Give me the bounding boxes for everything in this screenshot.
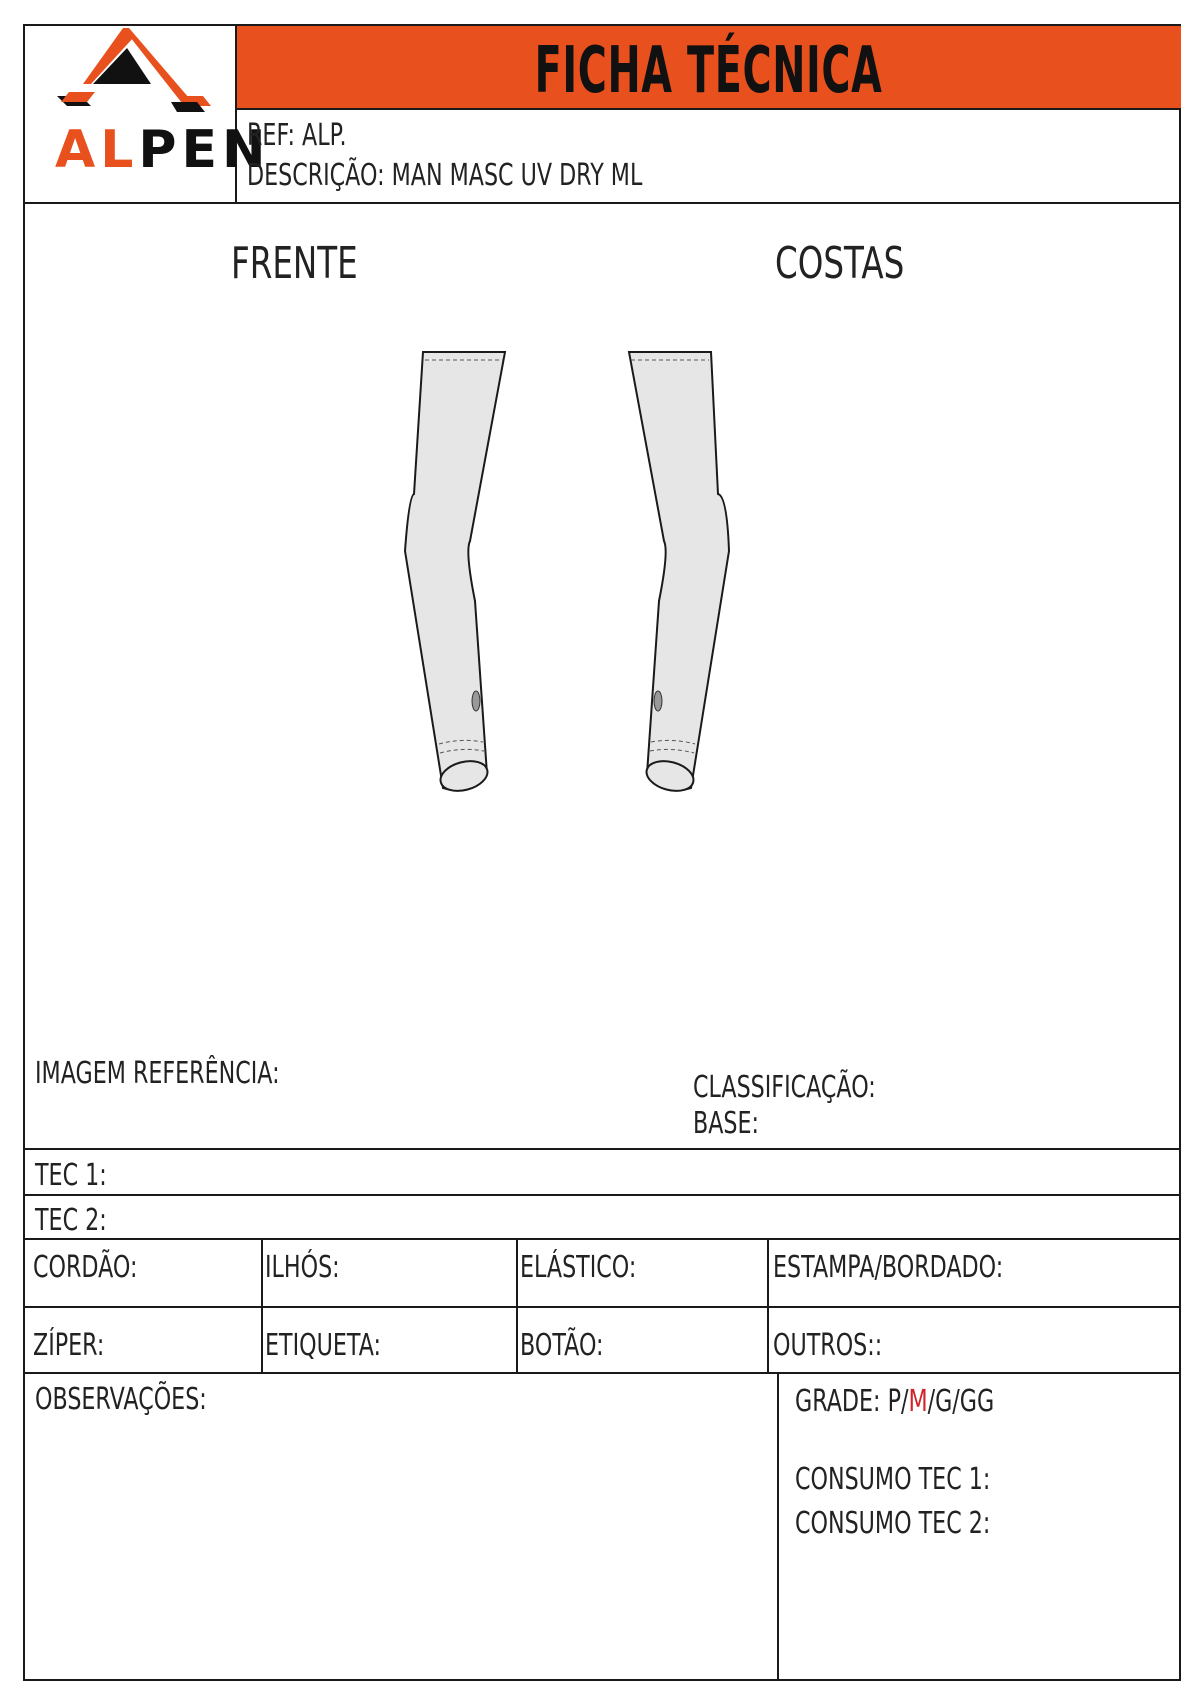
grade-selected-size: M [908, 1384, 928, 1419]
grade-suffix: /G/GG [927, 1384, 995, 1419]
ziper-label [33, 1328, 129, 1363]
front-sleeve [405, 352, 505, 796]
divider [777, 1372, 779, 1681]
botao-label [520, 1328, 633, 1363]
elastico-label [520, 1250, 677, 1285]
divider [767, 1238, 769, 1372]
brand-rest: PEN [138, 120, 271, 180]
front-label-text: FRENTE [231, 238, 358, 289]
ziper-text: ZÍPER: [33, 1328, 105, 1363]
consumo2-text: CONSUMO TEC 2: [795, 1506, 991, 1541]
classification-text: CLASSIFICAÇÃO: [693, 1070, 876, 1105]
divider [25, 1148, 1179, 1150]
grade-prefix: GRADE: P/ [795, 1384, 909, 1419]
technical-sheet [23, 24, 1181, 1681]
ilhos-label [265, 1250, 366, 1285]
reference-image-text: IMAGEM REFERÊNCIA: [35, 1056, 280, 1091]
consumo1-label [795, 1462, 1059, 1497]
page-title: FICHA TÉCNICA [535, 34, 883, 108]
ilhos-text: ILHÓS: [265, 1250, 340, 1285]
reference-image-label [35, 1056, 366, 1091]
tec2-label [35, 1203, 132, 1238]
classification-label [693, 1070, 940, 1105]
cordao-text: CORDÃO: [33, 1250, 138, 1285]
consumo1-text: CONSUMO TEC 1: [795, 1462, 991, 1497]
divider [25, 1306, 1179, 1308]
base-label [693, 1106, 782, 1141]
cordao-label [33, 1250, 174, 1285]
elastico-text: ELÁSTICO: [520, 1250, 637, 1285]
botao-text: BOTÃO: [520, 1328, 604, 1363]
tec2-text: TEC 2: [35, 1203, 107, 1238]
observacoes-label [35, 1382, 267, 1417]
divider [25, 1238, 1179, 1240]
grade-label [795, 1384, 1064, 1419]
etiqueta-label [265, 1328, 422, 1363]
outros-text: OUTROS:: [773, 1328, 883, 1363]
base-text: BASE: [693, 1106, 760, 1141]
consumo2-label [795, 1506, 1059, 1541]
back-logo-icon [654, 691, 662, 711]
front-logo-icon [472, 691, 480, 711]
divider [25, 1372, 1179, 1374]
brand-accent: AL [55, 120, 139, 180]
tec1-text: TEC 1: [35, 1158, 107, 1193]
divider [25, 1194, 1179, 1196]
observacoes-text: OBSERVAÇÕES: [35, 1382, 207, 1417]
garment-drawing [25, 26, 1179, 1026]
grade-text [795, 1384, 994, 1419]
back-label-text: COSTAS [775, 238, 905, 289]
description-text: DESCRIÇÃO: MAN MASC UV DRY ML [247, 158, 643, 193]
ref-text: REF: ALP. [247, 118, 347, 153]
etiqueta-text: ETIQUETA: [265, 1328, 382, 1363]
tec1-label [35, 1158, 132, 1193]
divider [516, 1238, 518, 1372]
estampa-text: ESTAMPA/BORDADO: [773, 1250, 1004, 1285]
estampa-label [773, 1250, 1084, 1285]
divider [261, 1238, 263, 1372]
back-sleeve [629, 352, 729, 796]
outros-label [773, 1328, 921, 1363]
